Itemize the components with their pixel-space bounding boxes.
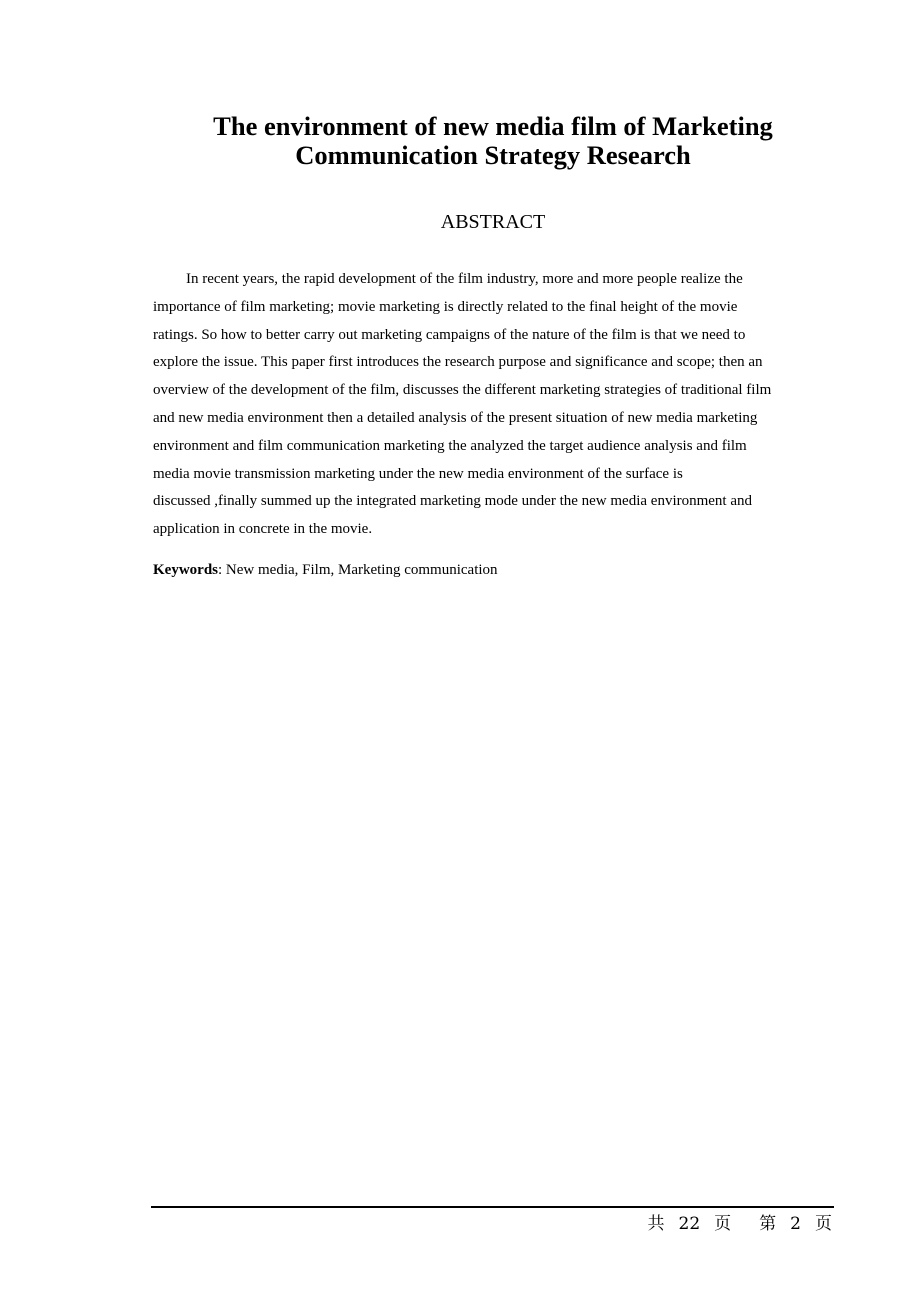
abstract-line: ratings. So how to better carry out marketing campaigns of the nature of the film is that we need to — [153, 326, 746, 343]
abstract-line: In recent years, the rapid development of the film industry, more and more people realize the — [186, 271, 743, 287]
footer-total-suffix: 页 — [714, 1214, 732, 1234]
abstract-line: media movie transmission marketing under the new media environment of the surface is — [153, 465, 683, 482]
page-footer — [648, 1212, 832, 1236]
keywords-value: : New media, Film, Marketing communication — [218, 562, 498, 578]
footer-total-prefix: 共 — [647, 1214, 665, 1234]
footer-divider — [151, 1206, 834, 1208]
abstract-line: discussed ,finally summed up the integrated marketing mode under the new media environment and — [153, 493, 753, 510]
keywords-label: Keywords — [153, 562, 218, 578]
abstract-line: application in concrete in the movie. — [153, 521, 373, 538]
abstract-line: environment and film communication marketing the analyzed the target audience analysis and film — [153, 437, 747, 454]
abstract-line: importance of film marketing; movie marketing is directly related to the final height of the movie — [153, 298, 738, 315]
abstract-body — [153, 266, 843, 544]
abstract-line: overview of the development of the film, discusses the different marketing strategies of traditional film — [153, 382, 772, 399]
title-line-2: Communication Strategy Research — [295, 140, 691, 170]
footer-total-pages: 22 — [678, 1214, 701, 1234]
document-title — [150, 112, 836, 170]
title-line-1: The environment of new media film of Marketing — [213, 111, 773, 141]
abstract-line: explore the issue. This paper first introduces the research purpose and significance and scope; then an — [153, 354, 763, 371]
footer-current-page: 2 — [790, 1214, 801, 1234]
abstract-heading: ABSTRACT — [440, 211, 546, 233]
footer-current-suffix: 页 — [815, 1214, 832, 1234]
keywords — [153, 557, 843, 583]
footer-current-prefix: 第 — [759, 1214, 777, 1234]
abstract-line: and new media environment then a detailed analysis of the present situation of new media marketing — [153, 409, 758, 426]
